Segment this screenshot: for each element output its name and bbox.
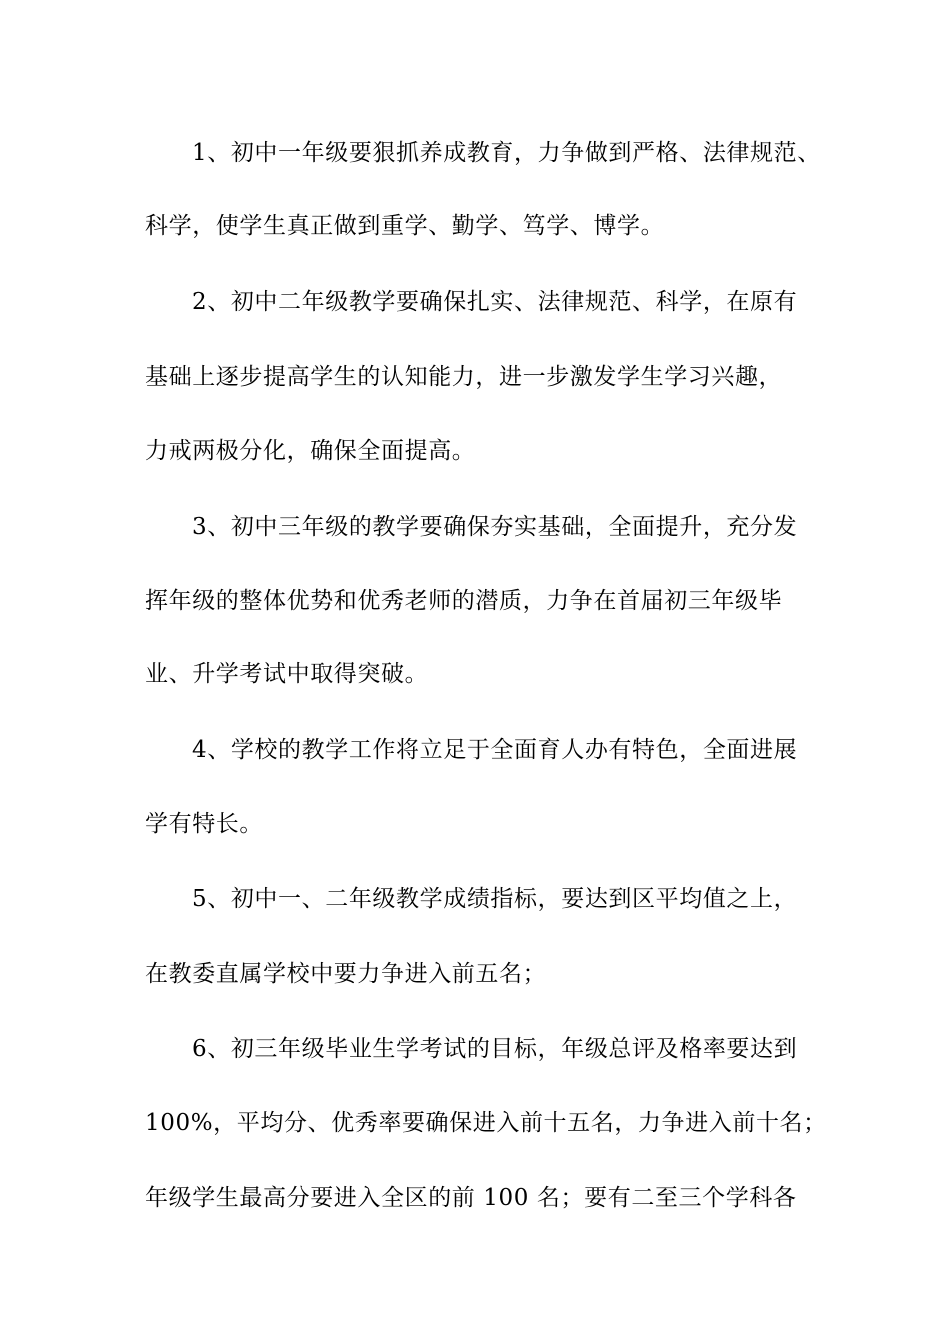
paragraph-2-line-2: 基础上逐步提高学生的认知能力，进一步激发学生学习兴趣， [145, 364, 783, 390]
paragraph-6-line-2: 100%，平均分、优秀率要确保进入前十五名，力争进入前十名； [145, 1110, 827, 1136]
paragraph-3-line-1: 3、初中三年级的教学要确保夯实基础，全面提升，充分发 [192, 514, 798, 540]
paragraph-2-line-3: 力戒两极分化，确保全面提高。 [145, 438, 476, 464]
paragraph-5-line-1: 5、初中一、二年级教学成绩指标，要达到区平均值之上， [192, 886, 798, 912]
paragraph-4-line-1: 4、学校的教学工作将立足于全面育人办有特色，全面进展 [192, 737, 798, 763]
paragraph-6-line-3: 年级学生最高分要进入全区的前 100 名；要有二至三个学科各 [145, 1185, 797, 1211]
paragraph-1-line-2: 科学，使学生真正做到重学、勤学、笃学、博学。 [145, 213, 665, 239]
paragraph-2-line-1: 2、初中二年级教学要确保扎实、法律规范、科学，在原有 [192, 289, 798, 315]
paragraph-5-line-2: 在教委直属学校中要力争进入前五名； [145, 961, 547, 987]
paragraph-1-line-1: 1、初中一年级要狠抓养成教育，力争做到严格、法律规范、 [192, 140, 821, 166]
paragraph-3-line-3: 业、升学考试中取得突破。 [145, 661, 429, 687]
paragraph-3-line-2: 挥年级的整体优势和优秀老师的潜质，力争在首届初三年级毕 [145, 588, 783, 614]
paragraph-4-line-2: 学有特长。 [145, 811, 263, 837]
paragraph-6-line-1: 6、初三年级毕业生学考试的目标，年级总评及格率要达到 [192, 1036, 798, 1062]
